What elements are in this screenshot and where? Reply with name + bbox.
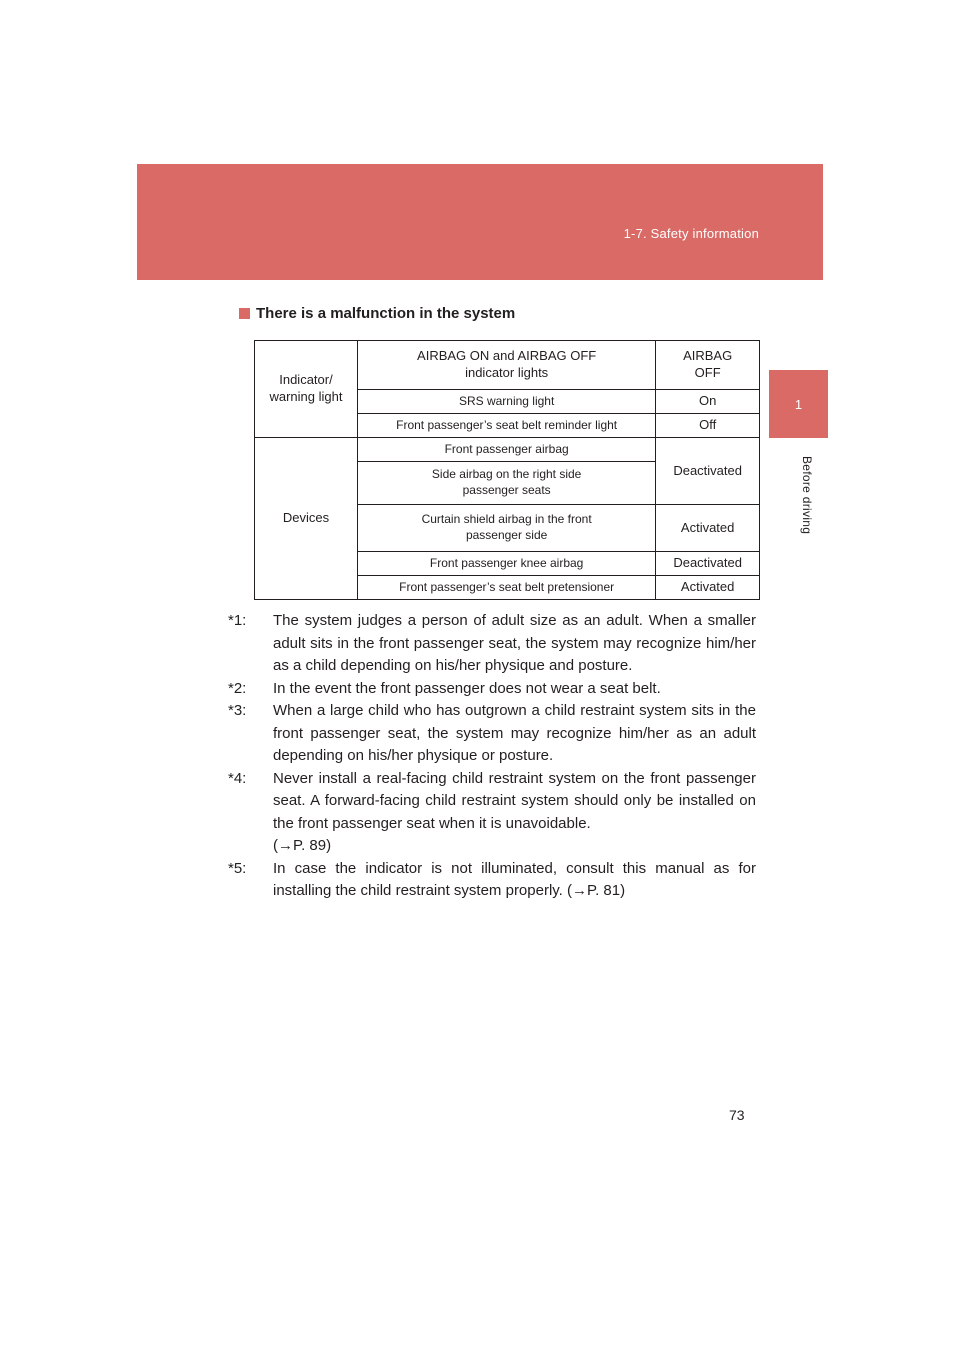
footnote (228, 610, 756, 678)
footnotes (228, 610, 756, 903)
table-cell: Curtain shield airbag in the front passenger side (357, 505, 655, 552)
table-cell: Front passenger knee airbag (357, 552, 655, 576)
footnote-text: Never install a real-facing child restraint system on the front passenger seat. A forward-facing child restraint system should only be installed on the front passenger seat when it is unavoidable. (→P. 89) (273, 769, 756, 854)
page-number: 73 (729, 1107, 745, 1123)
footnote (228, 768, 756, 858)
square-bullet-icon (239, 308, 250, 319)
table-row (255, 438, 760, 462)
section-heading (239, 305, 515, 322)
table-cell: Off (656, 414, 760, 438)
footnote-number: *5: (228, 859, 247, 877)
chapter-label: Before driving (800, 455, 814, 535)
system-status-table (254, 340, 760, 600)
table-cell: Activated (656, 505, 760, 552)
table-row (255, 341, 760, 390)
header-band (137, 164, 823, 280)
table-cell: SRS warning light (357, 390, 655, 414)
table-cell: Side airbag on the right side passenger seats (357, 462, 655, 505)
table-cell: Front passenger’s seat belt pretensioner (357, 576, 655, 600)
table-cell: On (656, 390, 760, 414)
table-cell: AIRBAG ON and AIRBAG OFF indicator lights (357, 341, 655, 390)
section-title: 1-7. Safety information (623, 226, 759, 241)
devices-group-label: Devices (255, 438, 358, 600)
footnote-number: *4: (228, 769, 247, 787)
footnote-text: In the event the front passenger does not wear a seat belt. (273, 679, 661, 697)
table-cell: Activated (656, 576, 760, 600)
table-cell: Deactivated (656, 438, 760, 505)
section-heading-text: There is a malfunction in the system (256, 305, 516, 322)
table-cell: AIRBAG OFF (656, 341, 760, 390)
footnote-text: When a large child who has outgrown a child restraint system sits in the front passenger seat, the system may recognize him/her as an adult depending on his/her physique or posture. (273, 702, 756, 764)
table-cell: Front passenger’s seat belt reminder light (357, 414, 655, 438)
footnote (228, 858, 756, 903)
indicator-group-label: Indicator/ warning light (255, 341, 358, 438)
footnote (228, 678, 756, 701)
table-cell: Deactivated (656, 552, 760, 576)
footnote-number: *3: (228, 702, 247, 719)
table-cell: Front passenger airbag (357, 438, 655, 462)
chapter-tab (769, 370, 828, 438)
footnote-number: *2: (228, 679, 247, 697)
chapter-number: 1 (794, 396, 803, 412)
footnote-number: *1: (228, 612, 247, 629)
footnote-text: In case the indicator is not illuminated, consult this manual as for installing the child restraint system properly. (→P. 81) (273, 859, 756, 899)
footnote-text: The system judges a person of adult size as an adult. When a smaller adult sits in the front passenger seat, the system may recognize him/her as a child depending on his/her physique and posture. (273, 612, 756, 674)
footnote (228, 700, 756, 768)
